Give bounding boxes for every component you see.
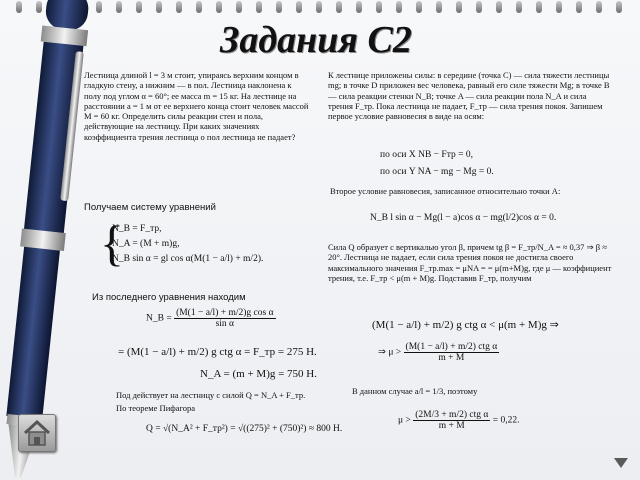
system-brace: { — [100, 215, 124, 271]
system-eq-3: N_B sin α = gl cos α(M(1 − a/l) + m/2). — [112, 254, 264, 264]
next-slide-arrow-icon[interactable] — [614, 458, 628, 468]
nb-numerator: (M(1 − a/l) + m/2)g cos α — [176, 308, 274, 318]
ineq2-fraction — [404, 342, 500, 363]
axis-x-equation: по оси X NB − Fтр = 0, — [380, 150, 473, 160]
moment-equation: N_B l sin α − Mg(l − a)cos α − mg(l/2)cos α = 0. — [370, 213, 557, 223]
mu-fraction — [413, 410, 490, 431]
ineq2-numerator: (M(1 − a/l) + m/2) ctg α — [405, 342, 498, 352]
nb-denominator: sin α — [215, 319, 235, 329]
nb-lhs: N_B = — [146, 313, 172, 324]
nb-formula — [146, 308, 276, 329]
home-icon — [19, 415, 55, 451]
nb-result-line: = (M(1 − a/l) + m/2) g ctg α = F_тр = 275 Н. — [118, 346, 317, 358]
sila-q-text: Сила Q образует с вертикалью угол β, причем tg β = F_тр/N_A = ≈ 0,37 ⇒ β ≈ 20°. Лестница не падает, если сила трения покоя не достигла своего максимального значения F_тр.max = μNA = = μ(m+M)g, где μ — коэффициент трения, т.е. F_тр < μ(m + M)g. Подставив F_тр, получим — [328, 242, 612, 283]
second-condition-text: Второе условие равновесия, записанное относительно точки A: — [330, 186, 561, 196]
q-text-1: Под действует на лестницу с силой Q = N_A + F_тр. — [116, 390, 306, 400]
inequality-2 — [378, 342, 499, 363]
system-eq-2: N_A = (M + m)g, — [112, 239, 180, 249]
case-text: В данном случае a/l = 1/3, поэтому — [352, 386, 478, 396]
q-text-2: По теореме Пифагора — [116, 403, 196, 413]
problem-text: Лестница длиной l = 3 м стоит, упираясь верхним концом в гладкую стену, а нижним — в пол. Лестница наклонена к полу под углом α = 60°; ее масса m = 15 кг. На лестнице на расстоянии a = 1 м от ее верхнего конца стоит человек массой M = 60 кг. Определить силы реакции стен и пола, действующие на лестницу. При каких значениях коэффициента трения лестница о пол лестница не падает? — [84, 70, 309, 142]
system-label: Получаем систему уравнений — [84, 202, 216, 213]
mu-result — [398, 410, 519, 431]
q-equation: Q = √(N_A² + F_тр²) = √((275)² + (750)²) ≈ 800 Н. — [146, 424, 343, 434]
mu-lhs: μ > — [398, 415, 411, 426]
axis-y-equation: по оси Y NA − mg − Mg = 0. — [380, 167, 494, 177]
inequality-1: (M(1 − a/l) + m/2) g ctg α < μ(m + M)g ⇒ — [372, 319, 559, 331]
ineq2-lhs: ⇒ μ > — [378, 347, 402, 358]
mu-numerator: (2M/3 + m/2) ctg α — [415, 410, 489, 420]
slide-title: Задания С2 — [220, 19, 412, 61]
nb-fraction — [174, 308, 275, 329]
na-result-line: N_A = (m + M)g = 750 Н. — [200, 368, 317, 380]
ineq2-denominator: m + M — [438, 353, 465, 363]
home-button[interactable] — [18, 414, 56, 452]
forces-text: К лестнице приложены силы: в середине (точка C) — сила тяжести лестницы mg; в точке D приложен вес человека, равный его силе тяжести Mg; в точке B — сила реакции стенки N_B; точке A — сила реакции пола N_A и сила трения F_тр. Пока лестница не падает, F_тр — сила трения покоя. Запишем первое условие равновесия в виде на осям: — [328, 70, 610, 122]
mu-denominator: m + M — [438, 421, 465, 431]
system-eq-1: N_B = F_тр, — [112, 224, 162, 234]
last-equation-label: Из последнего уравнения находим — [92, 292, 246, 303]
mu-value: = 0,22. — [492, 415, 520, 426]
equation-system — [100, 215, 264, 271]
